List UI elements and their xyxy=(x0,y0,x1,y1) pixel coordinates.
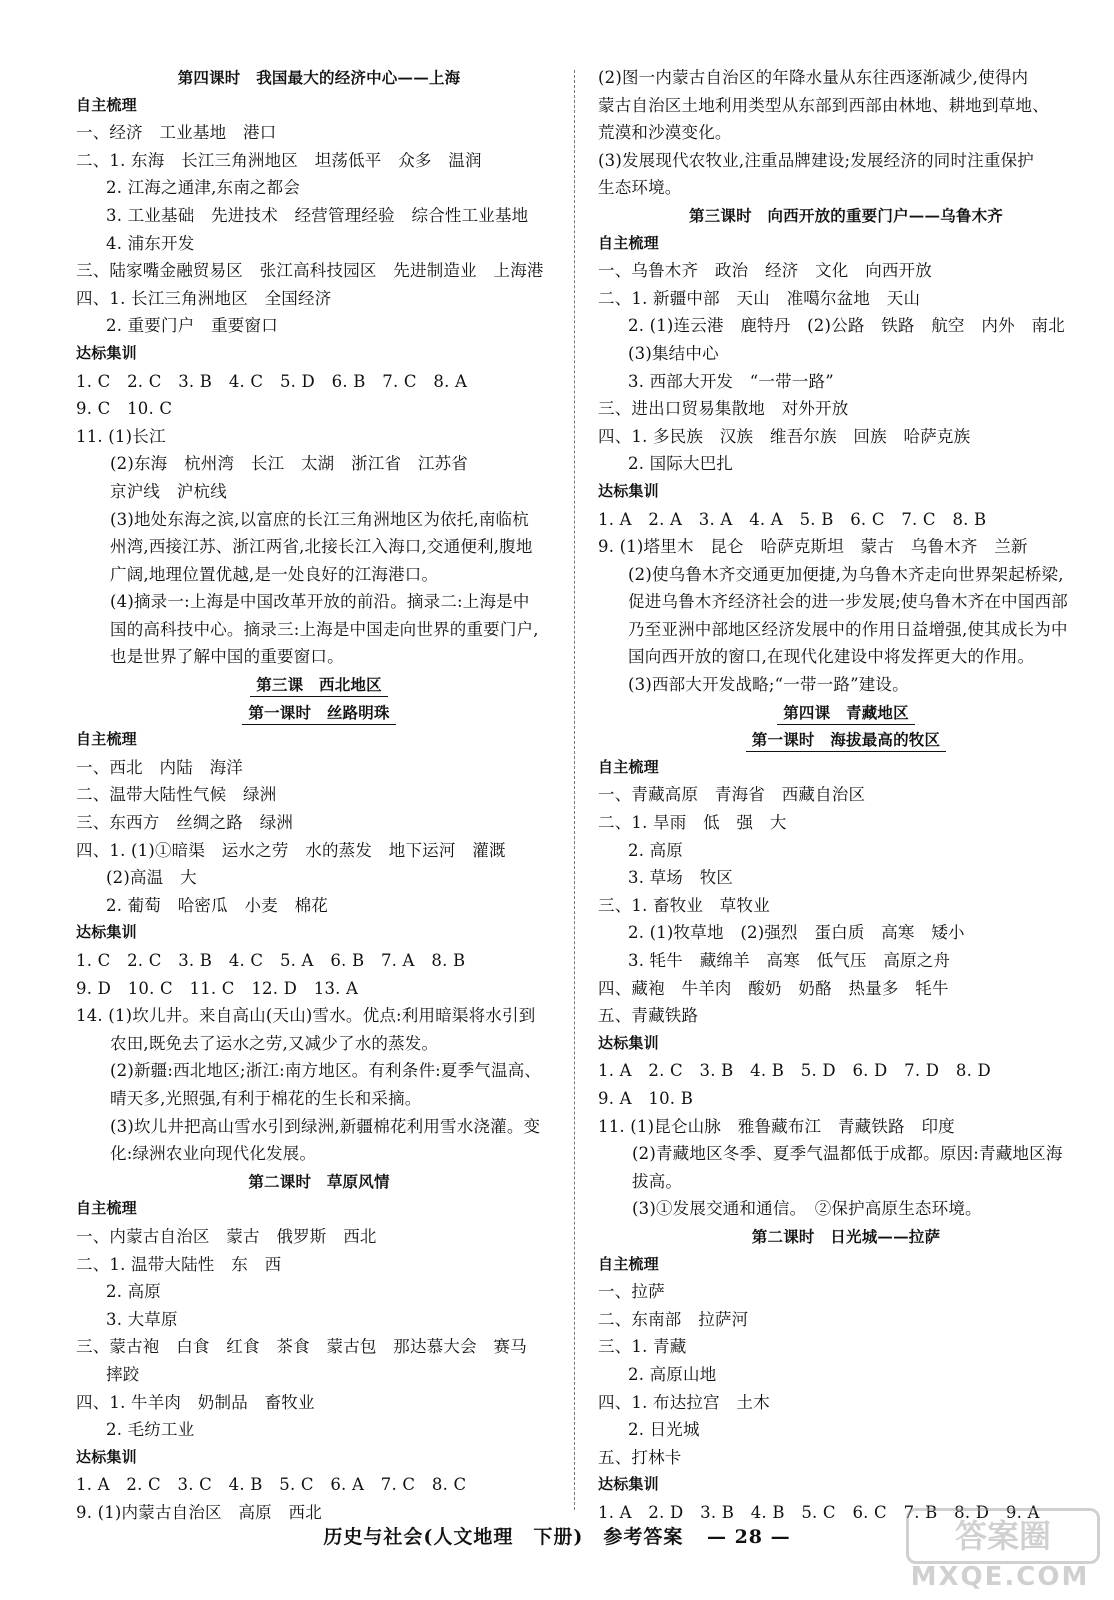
answer-line: 一、内蒙古自治区 蒙古 俄罗斯 西北 xyxy=(76,1226,377,1246)
answer-line: 2. 重要门户 重要窗口 xyxy=(106,316,278,336)
section-heading xyxy=(598,699,1094,727)
answer-line: (2)图一内蒙古自治区的年降水量从东往西逐渐减少,使得内 xyxy=(598,68,1029,87)
answer-line: 化:绿洲农业向现代化发展。 xyxy=(110,1144,317,1164)
answer-line: 一、青藏高原 青海省 西藏自治区 xyxy=(598,785,866,805)
answer-line: 促进乌鲁木齐经济社会的进一步发展;使乌鲁木齐在中国西部 xyxy=(628,592,1068,612)
subsection-label: 达标集训 xyxy=(76,923,137,942)
answer-line: 2. 国际大巴扎 xyxy=(628,454,734,474)
answer-line: 2. 毛纺工业 xyxy=(106,1420,195,1440)
answer-line: 三、进出口贸易集散地 对外开放 xyxy=(598,399,849,419)
section-heading xyxy=(76,699,562,727)
answer-line: (2)使乌鲁木齐交通更加便捷,为乌鲁木齐走向世界架起桥梁, xyxy=(628,564,1064,584)
heading-text: 第四课 青藏地区 xyxy=(777,702,915,725)
subsection-label: 达标集训 xyxy=(598,1033,659,1052)
answer-line: 农田,既免去了运水之劳,又减少了水的蒸发。 xyxy=(110,1033,439,1053)
answer-line: 4. 浦东开发 xyxy=(106,233,195,253)
answer-line: 11. (1)长江 xyxy=(76,426,166,446)
answer-line: 国的高科技中心。摘录三:上海是中国走向世界的重要门户, xyxy=(110,619,539,639)
subsection-label: 自主梳理 xyxy=(76,1199,137,1218)
right-column xyxy=(598,64,1094,1526)
answer-line: 拔高。 xyxy=(632,1171,683,1191)
answer-line: 二、1. 新疆中部 天山 准噶尔盆地 天山 xyxy=(598,288,921,308)
watermark xyxy=(900,1508,1100,1594)
answer-line: 四、1. 长江三角洲地区 全国经济 xyxy=(76,288,332,308)
section-heading xyxy=(76,671,562,699)
answer-line: 2. 葡萄 哈密瓜 小麦 棉花 xyxy=(106,895,328,915)
subsection-label: 自主梳理 xyxy=(76,730,137,749)
section-heading: 第二课时 日光城——拉萨 xyxy=(751,1226,941,1246)
footer-title: 历史与社会(人文地理 下册) 参考答案 xyxy=(323,1526,684,1548)
answer-line: 3. 大草原 xyxy=(106,1309,178,1329)
section-heading: 第二课时 草原风情 xyxy=(248,1171,390,1191)
answer-line: 3. 工业基础 先进技术 经营管理经验 综合性工业基地 xyxy=(106,205,529,225)
answer-line: (3)地处东海之滨,以富庶的长江三角洲地区为依托,南临杭 xyxy=(110,509,529,529)
answer-line: 2. (1)连云港 鹿特丹 (2)公路 铁路 航空 内外 南北 xyxy=(628,316,1065,336)
answer-line: 五、打林卡 xyxy=(598,1447,682,1467)
heading-text: 第一课时 海拔最高的牧区 xyxy=(746,729,946,752)
answer-line: 荒漠和沙漠变化。 xyxy=(598,123,732,143)
answer-line: 四、1. 多民族 汉族 维吾尔族 回族 哈萨克族 xyxy=(598,426,971,446)
answer-line: 3. 草场 牧区 xyxy=(628,868,734,888)
answer-line: (2)青藏地区冬季、夏季气温都低于成都。原因:青藏地区海 xyxy=(632,1144,1063,1164)
heading-text: 第三课 西北地区 xyxy=(250,674,388,697)
answer-line: 也是世界了解中国的重要窗口。 xyxy=(110,647,344,667)
answer-line: 3. 牦牛 藏绵羊 高寒 低气压 高原之舟 xyxy=(628,951,951,970)
answer-line: 京沪线 沪杭线 xyxy=(110,481,227,501)
answer-line: 晴天多,光照强,有利于棉花的生长和采摘。 xyxy=(110,1088,422,1108)
answer-line: 二、1. 温带大陆性 东 西 xyxy=(76,1254,282,1274)
answer-line: 四、1. (1)①暗渠 运水之劳 水的蒸发 地下运河 灌溉 xyxy=(76,840,506,860)
answer-line: (3)坎儿井把高山雪水引到绿洲,新疆棉花利用雪水浇灌。变 xyxy=(110,1116,541,1136)
answer-line: 9. D 10. C 11. C 12. D 13. A xyxy=(76,978,359,998)
answer-line: 乃至亚洲中部地区经济发展中的作用日益增强,使其成长为中 xyxy=(628,619,1068,639)
answer-line: 生态环境。 xyxy=(598,178,682,198)
answer-line: 9. C 10. C xyxy=(76,399,173,419)
answer-line: 三、东西方 丝绸之路 绿洲 xyxy=(76,813,294,833)
answer-line: 四、1. 布达拉宫 土木 xyxy=(598,1392,770,1412)
answer-line: 四、藏袍 牛羊肉 酸奶 奶酪 热量多 牦牛 xyxy=(598,978,949,998)
answer-line: 9. (1)塔里木 昆仑 哈萨克斯坦 蒙古 乌鲁木齐 兰新 xyxy=(598,537,1028,557)
answer-line: 一、乌鲁木齐 政治 经济 文化 向西开放 xyxy=(598,261,932,281)
subsection-label: 自主梳理 xyxy=(598,233,659,252)
answer-line: 9. A 10. B xyxy=(598,1088,694,1108)
subsection-label: 自主梳理 xyxy=(598,1254,659,1273)
subsection-label: 自主梳理 xyxy=(598,757,659,776)
answer-line: (3)①发展交通和通信。 ②保护高原生态环境。 xyxy=(632,1199,982,1219)
answer-line: 2. 高原山地 xyxy=(628,1364,717,1384)
page-number: — 28 — xyxy=(706,1526,791,1548)
watermark-url: MXQE.COM xyxy=(910,1562,1090,1592)
answer-line: 1. A 2. C 3. C 4. B 5. C 6. A 7. C 8. C xyxy=(76,1475,467,1495)
answer-line: (3)西部大开发战略;“一带一路”建设。 xyxy=(628,675,909,695)
answer-line: 二、东南部 拉萨河 xyxy=(598,1309,749,1329)
answer-line: (4)摘录一:上海是中国改革开放的前沿。摘录二:上海是中 xyxy=(110,592,530,612)
answer-line: 2. 高原 xyxy=(106,1282,161,1302)
answer-line: 1. A 2. A 3. A 4. A 5. B 6. C 7. C 8. B xyxy=(598,509,987,529)
answer-line: 二、温带大陆性气候 绿洲 xyxy=(76,785,277,805)
column-divider xyxy=(574,70,575,1510)
subsection-label: 自主梳理 xyxy=(76,95,137,114)
subsection-label: 达标集训 xyxy=(76,1447,137,1466)
answer-line: 3. 西部大开发 “一带一路” xyxy=(628,371,834,391)
answer-line: 广阔,地理位置优越,是一处良好的江海港口。 xyxy=(110,564,439,584)
watermark-logo: 答案圈 xyxy=(906,1508,1100,1564)
answer-line: 二、1. 东海 长江三角洲地区 坦荡低平 众多 温润 xyxy=(76,150,482,170)
answer-line: 11. (1)昆仑山脉 雅鲁藏布江 青藏铁路 印度 xyxy=(598,1116,955,1136)
answer-line: 一、拉萨 xyxy=(598,1282,665,1302)
answer-line: 蒙古自治区土地利用类型从东部到西部由林地、耕地到草地、 xyxy=(598,95,1049,115)
answer-line: 1. A 2. C 3. B 4. B 5. D 6. D 7. D 8. D xyxy=(598,1061,991,1081)
subsection-label: 达标集训 xyxy=(598,481,659,500)
left-column xyxy=(76,64,562,1526)
answer-line: 2. (1)牧草地 (2)强烈 蛋白质 高寒 矮小 xyxy=(628,923,965,943)
answer-line: 三、1. 青藏 xyxy=(598,1337,687,1357)
answer-line: 州湾,西接江苏、浙江两省,北接长江入海口,交通便利,腹地 xyxy=(110,537,533,557)
answer-line: 9. (1)内蒙古自治区 高原 西北 xyxy=(76,1502,322,1522)
answer-line: 一、经济 工业基地 港口 xyxy=(76,123,277,143)
answer-line: 二、1. 旱雨 低 强 大 xyxy=(598,813,787,833)
heading-text: 第一课时 丝路明珠 xyxy=(242,702,395,725)
answer-line: 国向西开放的窗口,在现代化建设中将发挥更大的作用。 xyxy=(628,647,1035,667)
answer-line: (3)发展现代农牧业,注重品牌建设;发展经济的同时注重保护 xyxy=(598,150,1034,170)
answer-line: 1. C 2. C 3. B 4. C 5. A 6. B 7. A 8. B xyxy=(76,951,466,970)
subsection-label: 达标集训 xyxy=(598,1475,659,1494)
answer-line: 五、青藏铁路 xyxy=(598,1006,699,1026)
answer-line: 2. 高原 xyxy=(628,840,683,860)
answer-line: (2)东海 杭州湾 长江 太湖 浙江省 江苏省 xyxy=(110,454,468,474)
answer-line: 1. A 2. D 3. B 4. B 5. C 6. C 7. B 8. D 9. A xyxy=(598,1502,1040,1522)
answer-line: 三、1. 畜牧业 草牧业 xyxy=(598,895,770,915)
answer-line: 三、陆家嘴金融贸易区 张江高科技园区 先进制造业 上海港 xyxy=(76,261,544,281)
answer-line: 摔跤 xyxy=(106,1364,140,1384)
subsection-label: 达标集训 xyxy=(76,343,137,362)
answer-line: (2)新疆:西北地区;浙江:南方地区。有利条件:夏季气温高、 xyxy=(110,1061,542,1081)
answer-line: 一、西北 内陆 海洋 xyxy=(76,757,243,777)
section-heading xyxy=(598,726,1094,754)
answer-line: 14. (1)坎儿井。来自高山(天山)雪水。优点:利用暗渠将水引到 xyxy=(76,1006,536,1026)
section-heading: 第三课时 向西开放的重要门户——乌鲁木齐 xyxy=(688,205,1003,225)
section-heading: 第四课时 我国最大的经济中心——上海 xyxy=(177,68,461,87)
answer-line: 四、1. 牛羊肉 奶制品 畜牧业 xyxy=(76,1392,315,1412)
answer-line: 2. 江海之通津,东南之都会 xyxy=(106,178,301,198)
answer-line: (3)集结中心 xyxy=(628,343,719,363)
answer-line: (2)高温 大 xyxy=(106,868,197,888)
answer-line: 1. C 2. C 3. B 4. C 5. D 6. B 7. C 8. A xyxy=(76,371,468,391)
answer-line: 2. 日光城 xyxy=(628,1420,700,1440)
answer-line: 三、蒙古袍 白食 红食 茶食 蒙古包 那达慕大会 赛马 xyxy=(76,1337,527,1357)
